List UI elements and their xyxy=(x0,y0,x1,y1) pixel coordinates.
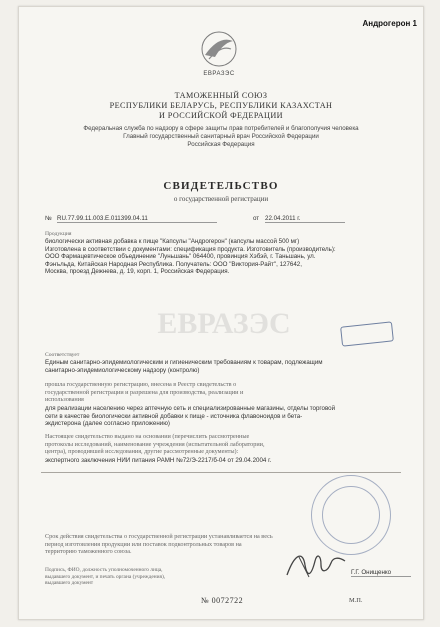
header-line-3: И РОССИЙСКОЙ ФЕДЕРАЦИИ xyxy=(159,111,283,120)
product-label: Продукция xyxy=(45,231,72,237)
registration-line: государственной регистрации и разрешена для производства, реализации и xyxy=(45,388,244,396)
svg-text:ЕВРАЗЭС: ЕВРАЗЭС xyxy=(157,307,291,340)
validity-line: Срок действия свидетельства о государственной регистрации устанавливается на весь xyxy=(45,533,273,540)
certificate-number: RU.77.99.11.003.Е.011399.04.11 xyxy=(57,215,217,223)
basis-line: Настоящее свидетельство выдано на основании (перечислить рассмотренные xyxy=(45,433,250,440)
signatory-caption-line: Подпись, ФИО, должность уполномоченного лица, xyxy=(45,567,163,573)
certificate-subtitle: о государственной регистрации xyxy=(173,195,269,203)
header-line-2: РЕСПУБЛИКИ БЕЛАРУСЬ, РЕСПУБЛИКИ КАЗАХСТАН xyxy=(109,101,333,110)
usage-line: сети в качестве биологически активной добавки к пище - источника флавоноидов и бета- xyxy=(45,412,303,420)
eurasec-emblem-icon xyxy=(197,29,241,71)
seal-place-label: М.П. xyxy=(349,597,363,604)
corner-tag: Андрогерон 1 xyxy=(362,19,417,28)
product-line: Фэнъльда, Китайская Народная Республика. Получатель: ООО "Виктория-Райт", 127642, xyxy=(45,260,302,268)
usage-line: для реализации населению через аптечную сеть и специализированные магазины, отделы торговой xyxy=(45,405,336,412)
basis-line: протоколы исследований, наименование учреждения (испытательной лаборатории, xyxy=(45,440,265,448)
conformity-label: Соответствует xyxy=(45,352,80,358)
signatory-caption-line: выдавшего документ xyxy=(45,580,94,587)
conformity-line: Единым санитарно-эпидемиологическим и гигиеническим требованиям к товарам, подлежащим xyxy=(45,359,323,366)
basis-line: центра), проводившей исследования, другие рассмотренные документы): xyxy=(45,448,239,456)
product-line: Изготовлена в соответствии с документами: спецификация продукта. Изготовитель (производитель): xyxy=(45,245,336,253)
emblem-caption: ЕВРАЗЭС xyxy=(203,71,235,77)
header-line-5: Главный государственный санитарный врач Российской Федерации xyxy=(123,133,319,140)
signatory-caption xyxy=(45,567,215,587)
signatory-caption-line: выдавшего документ, и печать органа (учреждения), xyxy=(45,573,166,580)
header-line-6: Российская Федерация xyxy=(187,141,255,148)
usage-description xyxy=(45,405,401,428)
form-number: № 0072722 xyxy=(201,596,244,605)
validity-line: период изготовления продукции или поставок подконтрольных товаров на xyxy=(45,540,242,548)
product-line: Москва, проезд Дежнева, д. 19, корп. 1, Российская Федерация. xyxy=(45,268,230,276)
registration-stamp-icon xyxy=(340,321,394,346)
conformity-description xyxy=(45,359,401,374)
certificate-date: 22.04.2011 г. xyxy=(265,215,345,223)
signature-icon xyxy=(281,547,351,583)
registration-line: использования xyxy=(45,396,84,404)
date-label: от xyxy=(253,215,260,222)
basis-statement xyxy=(45,433,401,456)
validity-line: территорию таможенного союза. xyxy=(45,548,132,556)
number-label: № xyxy=(45,215,52,222)
registration-statement xyxy=(45,381,401,404)
certificate-document xyxy=(18,6,424,620)
usage-line: экдистерона (далее согласно приложению) xyxy=(45,420,170,428)
product-line: ООО Фармацевтическое объединение "Луньшань" 064400, провинция Хэбэй, г. Таньшань, ул. xyxy=(45,253,316,261)
signatory-name: Г.Г. Онищенко xyxy=(351,569,411,577)
eurasec-watermark-icon xyxy=(144,287,304,357)
header-line-1: ТАМОЖЕННЫЙ СОЮЗ xyxy=(174,91,268,100)
registration-line: прошла государственную регистрацию, внесена в Реестр свидетельств о xyxy=(45,381,237,388)
product-line: биологически активная добавка к пище "Капсулы "Андрогерон" (капсулы массой 500 мг) xyxy=(45,238,300,245)
basis-document: экспертного заключения НИИ питания РАМН №72/Э-2217/б-04 от 29.04.2004 г. xyxy=(45,457,272,464)
header-line-4: Федеральная служба по надзору в сфере защиты прав потребителей и благополучия человека xyxy=(83,125,359,132)
conformity-line: санитарно-эпидемиологическому надзору (контролю) xyxy=(45,366,200,374)
divider xyxy=(41,472,401,473)
certificate-title: СВИДЕТЕЛЬСТВО xyxy=(163,180,279,192)
product-description xyxy=(45,238,401,276)
